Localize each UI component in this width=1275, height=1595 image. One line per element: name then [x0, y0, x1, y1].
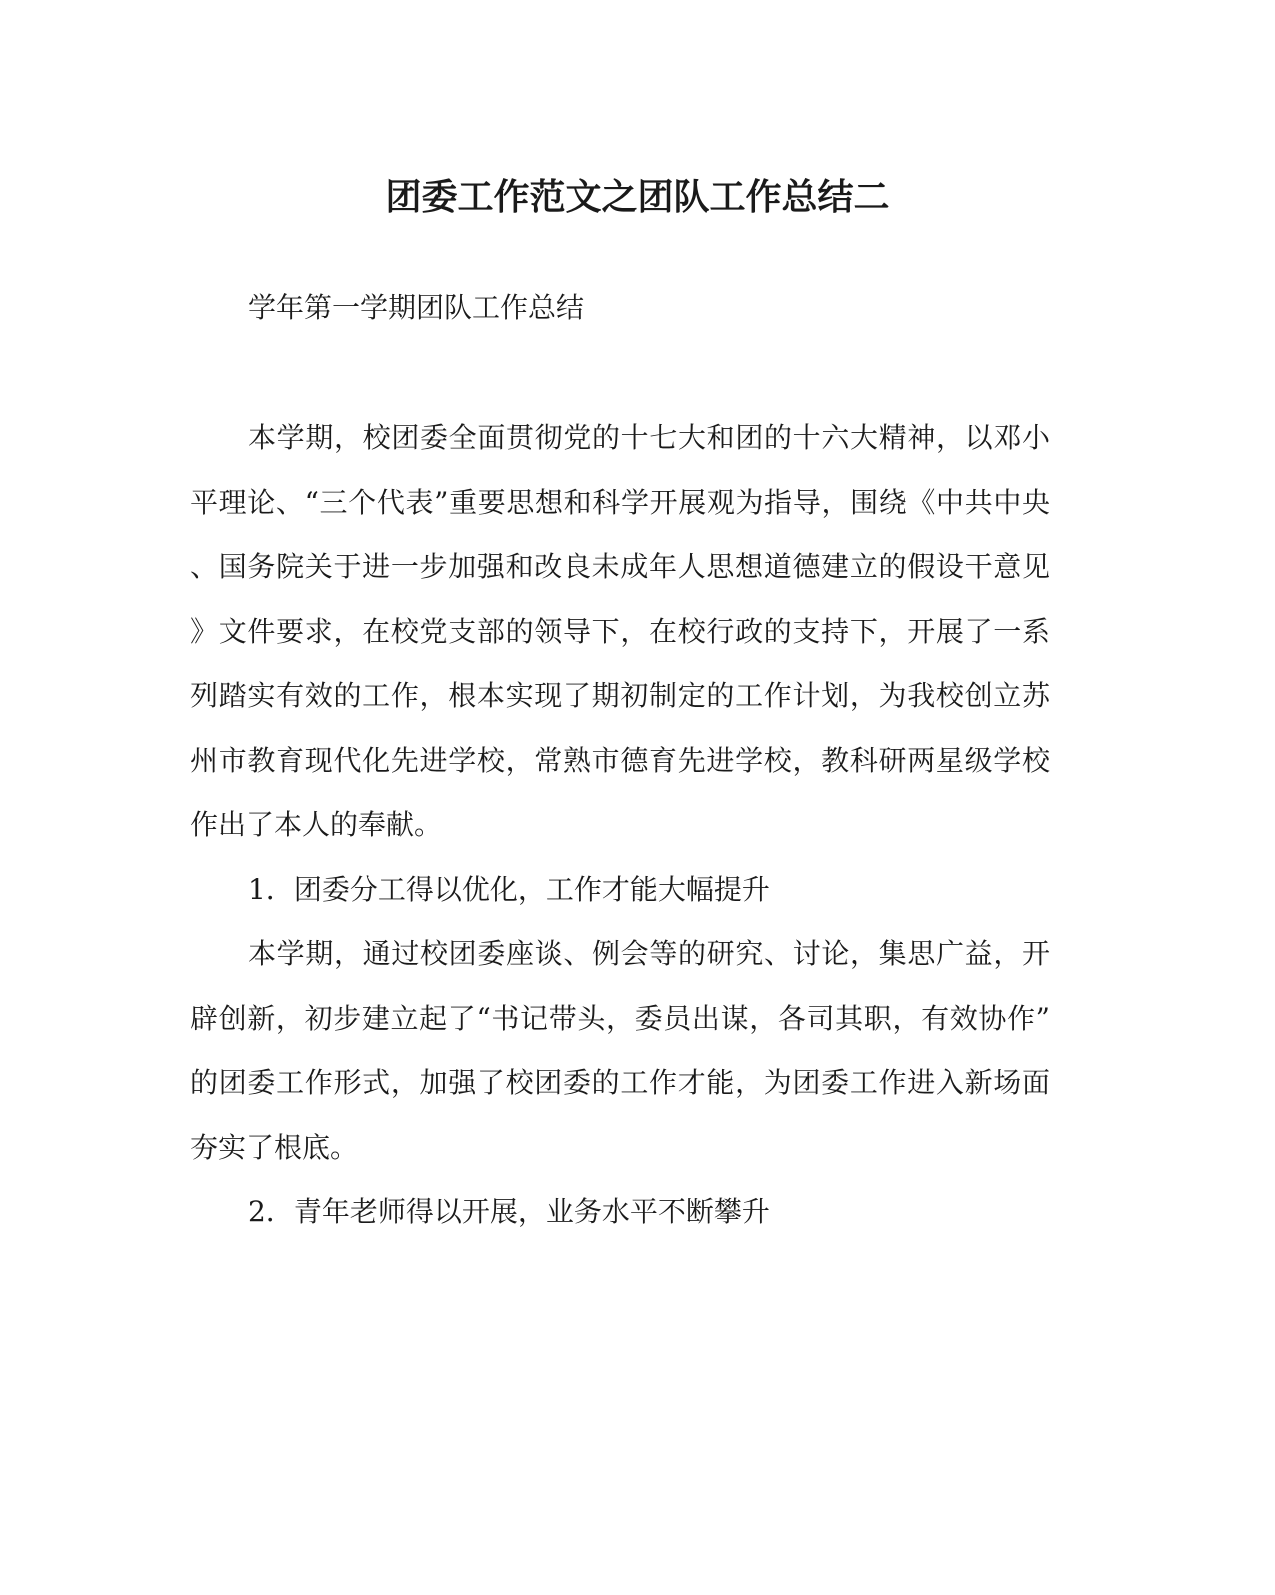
paragraph-line: 辟创新，初步建立起了“书记带头，委员出谋，各司其职，有效协作”	[190, 1001, 1050, 1035]
paragraph-line: 州市教育现代化先进学校，常熟市德育先进学校，教科研两星级学校	[190, 743, 1050, 777]
document-subtitle: 学年第一学期团队工作总结	[248, 291, 585, 324]
paragraph-line: 本学期，通过校团委座谈、例会等的研究、讨论，集思广益，开	[248, 937, 1050, 970]
paragraph-line: 本学期，校团委全面贯彻党的十七大和团的十六大精神，以邓小	[248, 421, 1050, 454]
paragraph-line: 平理论、“三个代表”重要思想和科学开展观为指导，围绕《中共中央	[190, 485, 1050, 519]
section-heading: 2．青年老师得以开展，业务水平不断攀升	[248, 1195, 770, 1228]
paragraph-line: 、国务院关于进一步加强和改良未成年人思想道德建立的假设干意见	[190, 550, 1050, 583]
document-title: 团委工作范文之团队工作总结二	[385, 176, 890, 218]
paragraph-line: 夯实了根底。	[190, 1130, 359, 1164]
document-body	[190, 413, 1050, 1252]
paragraph-line: 列踏实有效的工作，根本实现了期初制定的工作计划，为我校创立苏	[190, 679, 1050, 712]
paragraph-line: 》文件要求，在校党支部的领导下，在校行政的支持下，开展了一系	[190, 614, 1050, 648]
section-heading: 1．团委分工得以优化，工作才能大幅提升	[248, 872, 770, 906]
paragraph-line: 的团委工作形式，加强了校团委的工作才能，为团委工作进入新场面	[190, 1066, 1050, 1099]
paragraph-line: 作出了本人的奉献。	[190, 808, 443, 841]
